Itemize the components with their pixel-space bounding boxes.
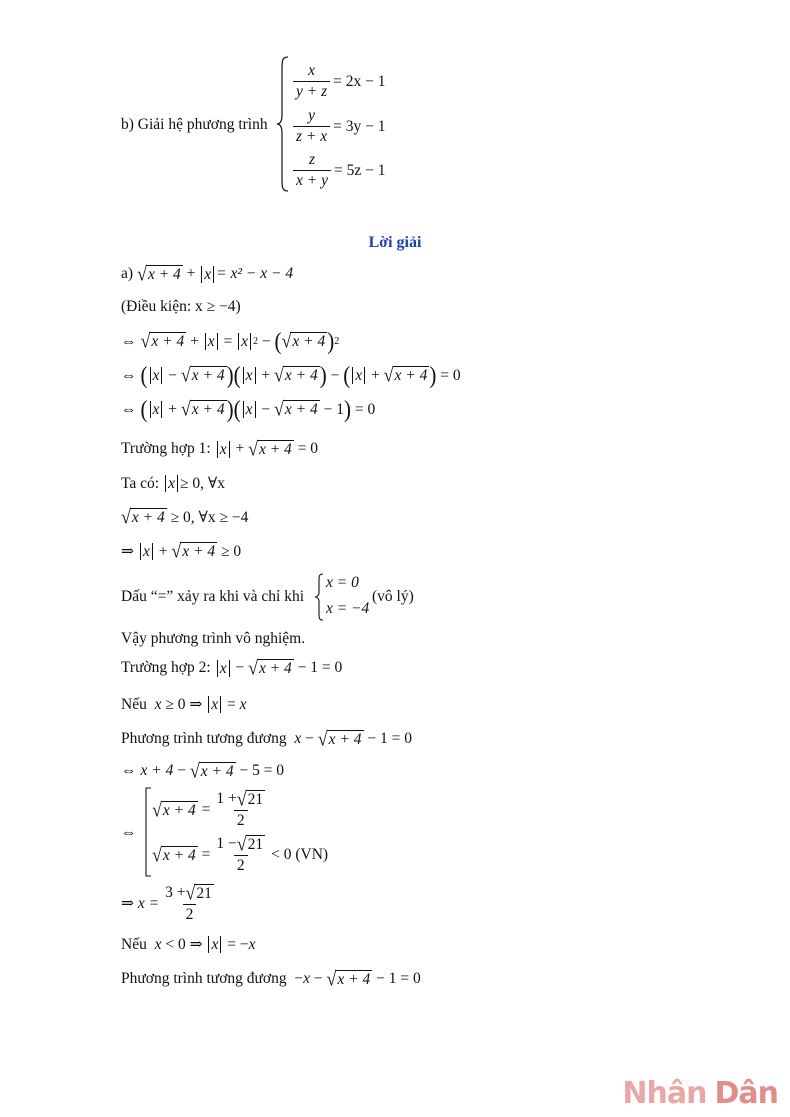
case-root-minus: √ x + 4 = 1 − √ 21 2 < 0 (VN) [152,832,329,874]
sum-nonneg: ⇒ x + √ x + 4 ≥ 0 [121,540,242,563]
sqrt-nonneg: √ x + 4 ≥ 0, ∀x ≥ −4 [121,506,249,529]
eq-xm4: x = −4 [326,600,370,617]
eq-x0: x = 0 [326,574,359,591]
or-bracket [144,787,152,877]
system-brace [276,55,290,193]
equality-text: Dấu “=” xảy ra khi và chỉ khi [121,588,305,605]
system-eq-1: $\frac{x}{y + z}$ = 2x − 1 [290,62,385,101]
part-b-label: b) Giải hệ phương trình [121,116,268,133]
equivalent-2: Phương trình tương đương − x − √ x + 4 − 1 = 0 [121,967,421,990]
nhan-dan-watermark: Nhân Dân [622,1076,778,1111]
step-4: ⇔ x + 4 − √ x + 4 − 5 = 0 [121,759,285,782]
if-x-lt-0: Nếu x < 0 ⇒ x = − x [121,935,256,953]
if-x-ge-0: Nếu x ≥ 0 ⇒ x = x [121,695,247,713]
condition: (Điều kiện: x ≥ −4) [121,298,241,315]
case-1: Trường hợp 1: x + √ x + 4 = 0 [121,437,319,460]
result-x: ⇒ x = 3 + √ 21 2 [121,881,212,923]
solution-title: Lời giải [368,234,422,251]
case-2: Trường hợp 2: x − √ x + 4 − 1 = 0 [121,656,343,679]
or-arrow: ⇔ [121,824,137,841]
step-2: ⇔ ( x − √ x + 4 ) ( x + √ x + 4 ) − ( x + √ x + 4 ) = 0 [121,361,461,389]
ta-co: Ta có: x ≥ 0, ∀x [121,474,225,492]
case-root-plus: √ x + 4 = 1 + √ 21 2 [152,787,264,829]
system-eq-2: $\frac{y}{z + x}$ = 3y − 1 [290,107,385,146]
equality-brace [314,573,324,621]
no-solution: Vậy phương trình vô nghiệm. [121,630,306,647]
system-eq-3: $\frac{z}{x + y}$ = 5z − 1 [290,151,385,190]
step-3: ⇔ ( x + √ x + 4 ) ( x − √ x + 4 − 1 ) = 0 [121,395,376,423]
eq-a: a) √ x + 4 + x = x² − x − 4 [121,262,294,285]
absurd-label: (vô lý) [372,588,414,605]
step-1: ⇔ √ x + 4 + x = x 2 − ( √ x + 4 ) 2 [121,327,340,355]
equivalent-1: Phương trình tương đương x − √ x + 4 − 1 = 0 [121,727,412,750]
